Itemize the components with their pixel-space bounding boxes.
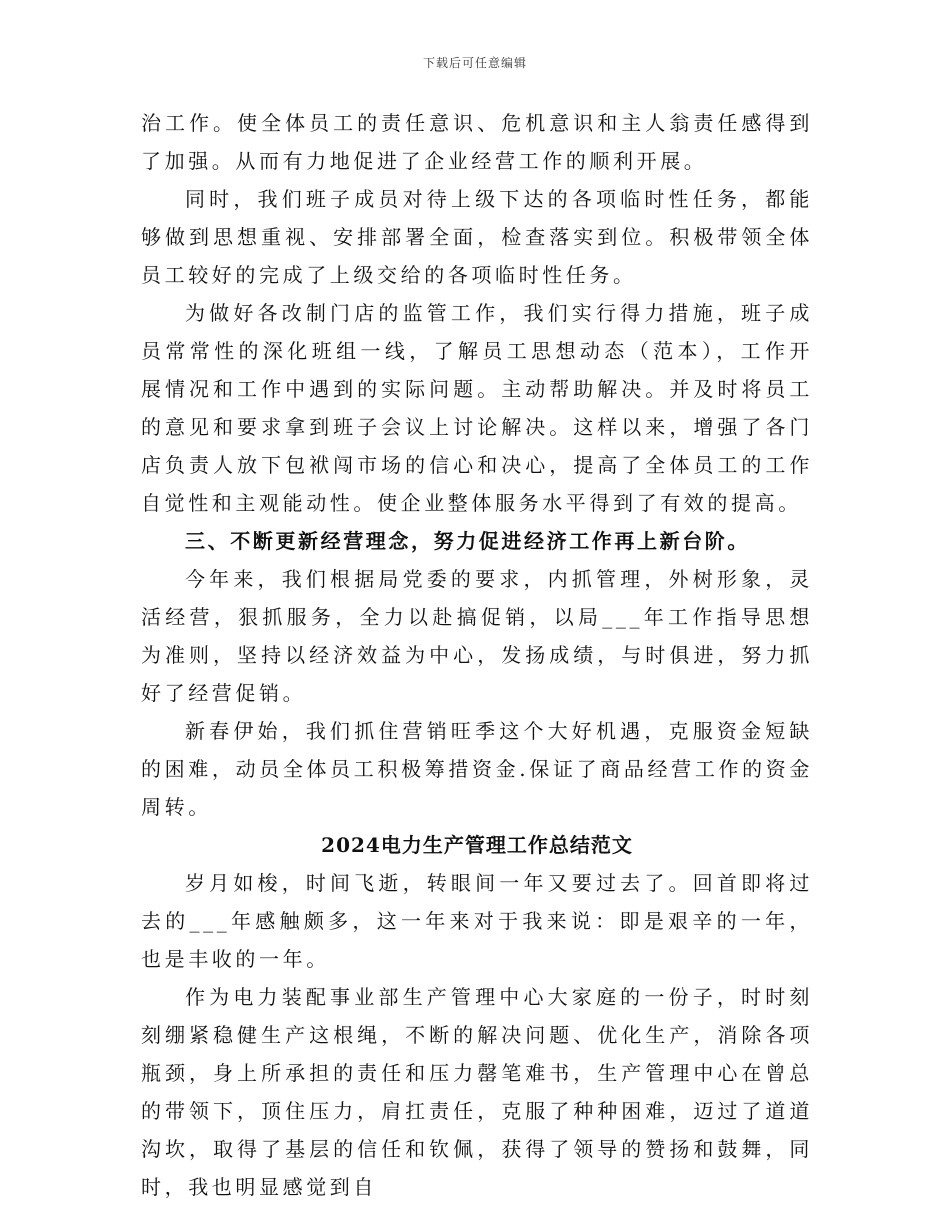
document-title: 2024电力生产管理工作总结范文 [321, 833, 633, 857]
paragraph: 为做好各改制门店的监管工作，我们实行得力措施，班子成员常常性的深化班组一线，了解员工思想动态（范本），工作开展情况和工作中遇到的实际问题。主动帮助解决。并及时将员工的意见和要求拿到班子会议上讨论解决。这样以来，增强了各门店负责人放下包袱闯市场的信心和决心，提高了全体员工的工作自觉性和主观能动性。使企业整体服务水平得到了有效的提高。 [141, 301, 813, 515]
paragraph: 作为电力装配事业部生产管理中心大家庭的一份子，时时刻刻绷紧稳健生产这根绳，不断的解决问题、优化生产，消除各项瓶颈，身上所承担的责任和压力罄笔难书，生产管理中心在曾总的带领下，顶住压力，肩扛责任，克服了种种困难，迈过了道道沟坎，取得了基层的信任和钦佩，获得了领导的赞扬和鼓舞，同时，我也明显感觉到自 [141, 985, 813, 1199]
paragraph: 同时，我们班子成员对待上级下达的各项临时性任务，都能够做到思想重视、安排部署全面，检查落实到位。积极带领全体员工较好的完成了上级交给的各项临时性任务。 [141, 187, 813, 287]
paragraph: 新春伊始，我们抓住营销旺季这个大好机遇，克服资金短缺的困难，动员全体员工积极筹措资金.保证了商品经营工作的资金周转。 [141, 719, 813, 819]
page-header: 下载后可任意编辑 [422, 56, 527, 70]
document-body [141, 104, 813, 1206]
paragraph: 岁月如梭，时间飞逝，转眼间一年又要过去了。回首即将过去的___年感触颇多，这一年来对于我来说：即是艰辛的一年，也是丰收的一年。 [141, 871, 813, 971]
paragraph: 今年来，我们根据局党委的要求，内抓管理，外树形象，灵活经营，狠抓服务，全力以赴搞促销，以局___年工作指导思想为准则，坚持以经济效益为中心，发扬成绩，与时俱进，努力抓好了经营促销。 [141, 567, 813, 705]
paragraph-continued: 治工作。使全体员工的责任意识、危机意识和主人翁责任感得到了加强。从而有力地促进了企业经营工作的顺利开展。 [141, 111, 813, 173]
section-heading: 三、不断更新经营理念，努力促进经济工作再上新台阶。 [185, 529, 750, 553]
